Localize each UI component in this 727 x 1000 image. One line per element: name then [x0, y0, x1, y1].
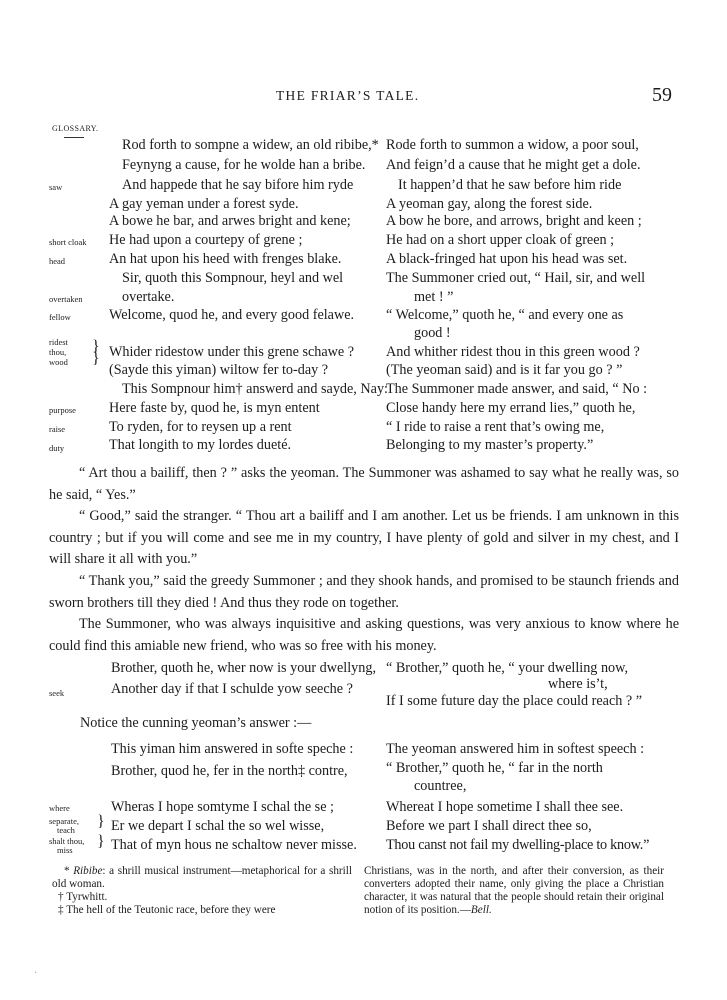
verse-line: “ Welcome,” quoth he, “ and every one as — [386, 307, 624, 323]
verse-line: Belonging to my master’s property.” — [386, 437, 594, 453]
gloss-duty: duty — [49, 443, 65, 453]
footnote-attribution: Bell. — [470, 904, 492, 916]
verse-line: Rod forth to sompne a widew, an old ribibe,* — [122, 137, 379, 153]
footnote-hell-continued — [364, 865, 664, 917]
prose-paragraph: “ Good,” said the stranger. “ Thou art a bailiff and I am another. Let us be friends. I am unknown in this country ; but if you will come and see me in my country, I have plenty of gold and silver in my chest, and I will share it all with you.” — [49, 508, 679, 567]
verse-line: This Sompnour him† answerd and sayde, Nay: — [122, 381, 388, 397]
gloss-saw: saw — [49, 182, 63, 192]
verse-line: He had upon a courtepy of grene ; — [109, 232, 303, 248]
verse-line: A black-fringed hat upon his head was set. — [386, 251, 628, 267]
verse-line: The yeoman answered him in softest speech : — [386, 741, 645, 757]
gloss-miss: miss — [57, 845, 73, 855]
verse-line: overtake. — [122, 289, 175, 305]
verse-line: “ I ride to raise a rent that’s owing me, — [386, 419, 605, 435]
notice-line: Notice the cunning yeoman’s answer :— — [80, 715, 312, 731]
verse-line: Sir, quoth this Sompnour, heyl and wel — [122, 270, 344, 286]
verse-line: The Summoner cried out, “ Hail, sir, and well — [386, 270, 646, 286]
footnote-tyrwhitt: † Tyrwhitt. — [58, 891, 108, 903]
verse-line: Wheras I hope somtyme I schal the se ; — [111, 799, 334, 815]
verse-line: The Summoner made answer, and said, “ No : — [386, 381, 648, 397]
prose-paragraph: “ Art thou a bailiff, then ? ” asks the yeoman. The Summoner was ashamed to say what he really was, so he said, “ Yes.” — [49, 465, 679, 503]
gloss-shalt-thou: shalt thou, — [49, 836, 85, 846]
footnote-text: : a shrill musical instrument—metaphorical for a shrill old woman. — [52, 865, 352, 890]
gloss-overtaken: overtaken — [49, 294, 83, 304]
brace-glyph: } — [92, 350, 100, 367]
gloss-ridest: ridest — [49, 337, 68, 347]
glossary-rule — [64, 137, 84, 138]
footnote-marker: * — [64, 865, 74, 877]
verse-line: Whider ridestow under this grene schawe ? — [109, 344, 355, 360]
glossary-heading: GLOSSARY. — [52, 124, 99, 133]
verse-line: That longith to my lordes dueté. — [109, 437, 292, 453]
verse-line: A gay yeman under a forest syde. — [109, 196, 299, 212]
page-speck: · — [34, 968, 38, 979]
gloss-separate: separate, — [49, 816, 79, 826]
gloss-head: head — [49, 256, 66, 266]
verse-line: Before we part I shall direct thee so, — [386, 818, 592, 834]
verse-line: (The yeoman said) and is it far you go ? ” — [386, 362, 623, 378]
verse-line: If I some future day the place could reach ? ” — [386, 693, 643, 709]
verse-line: A yeoman gay, along the forest side. — [386, 196, 593, 212]
verse-line: Whereat I hope sometime I shall thee see. — [386, 799, 624, 815]
verse-line: And feign’d a cause that he might get a dole. — [386, 157, 641, 173]
verse-line: Welcome, quod he, and every good felawe. — [109, 307, 355, 323]
verse-line: He had on a short upper cloak of green ; — [386, 232, 615, 248]
gloss-short-cloak: short cloak — [49, 237, 87, 247]
verse-line: Close handy here my errand lies,” quoth he, — [386, 400, 636, 416]
verse-line: good ! — [414, 325, 451, 341]
verse-line: “ Brother,” quoth he, “ your dwelling now, — [386, 660, 629, 676]
gloss-fellow: fellow — [49, 312, 71, 322]
verse-line: A bow he bore, and arrows, bright and keen ; — [386, 213, 642, 229]
verse-line: where is’t, — [548, 676, 608, 692]
verse-line: To ryden, for to reysen up a rent — [109, 419, 292, 435]
verse-line: It happen’d that he saw before him ride — [398, 177, 622, 193]
verse-line: An hat upon his heed with frenges blake. — [109, 251, 342, 267]
verse-line: Er we depart I schal the so wel wisse, — [111, 818, 325, 834]
gloss-raise: raise — [49, 424, 66, 434]
verse-line: Here faste by, quod he, is myn entent — [109, 400, 320, 416]
verse-line: And whither ridest thou in this green wood ? — [386, 344, 640, 360]
verse-line: (Sayde this yiman) wiltow fer to-day ? — [109, 362, 329, 378]
verse-line: Brother, quoth he, wher now is your dwellyng, — [111, 660, 377, 676]
verse-line: Brother, quod he, fer in the north‡ contre, — [111, 763, 348, 779]
verse-line: That of myn hous ne schaltow never misse. — [111, 837, 357, 853]
brace-glyph: } — [92, 338, 100, 355]
brace-glyph: } — [97, 833, 105, 850]
footnote-ribibe — [52, 865, 352, 891]
verse-line: This yiman him answered in softe speche : — [111, 741, 354, 757]
gloss-purpose: purpose — [49, 405, 76, 415]
verse-line: Another day if that I schulde yow seeche ? — [111, 681, 353, 697]
verse-line: Rode forth to summon a widow, a poor soul, — [386, 137, 639, 153]
footnote-hell: ‡ The hell of the Teutonic race, before they were — [58, 904, 276, 916]
verse-line: And happede that he say bifore him ryde — [122, 177, 354, 193]
footnote-term: Ribibe — [73, 865, 103, 877]
verse-line: met ! ” — [414, 289, 454, 305]
verse-line: Thou canst not fail my dwelling-place to know.” — [386, 837, 650, 853]
footnote-text: Christians, was in the north, and after their conversion, as their converters adopted their name, only giving the place a Christian character, it was natural that the people should retain their original notion of its position.— — [364, 865, 664, 916]
prose-paragraph: The Summoner, who was always inquisitive and asking questions, was very anxious to know where he could find this amiable new friend, who was so free with his money. — [49, 616, 679, 654]
gloss-where: where — [49, 803, 70, 813]
verse-line: Feynyng a cause, for he wolde han a bribe. — [122, 157, 366, 173]
page-number: 59 — [652, 84, 672, 106]
verse-line: “ Brother,” quoth he, “ far in the north — [386, 760, 603, 776]
gloss-wood: wood — [49, 357, 68, 367]
gloss-thou: thou, — [49, 347, 67, 357]
gloss-seek: seek — [49, 688, 65, 698]
gloss-teach: teach — [57, 825, 75, 835]
verse-line: A bowe he bar, and arwes bright and kene; — [109, 213, 351, 229]
verse-line: countree, — [414, 778, 467, 794]
prose-paragraph: “ Thank you,” said the greedy Summoner ; and they shook hands, and promised to be staunch friends and sworn brothers till they died ! And thus they rode on together. — [49, 573, 679, 611]
brace-glyph: } — [97, 813, 105, 830]
running-head: THE FRIAR’S TALE. — [276, 88, 420, 103]
